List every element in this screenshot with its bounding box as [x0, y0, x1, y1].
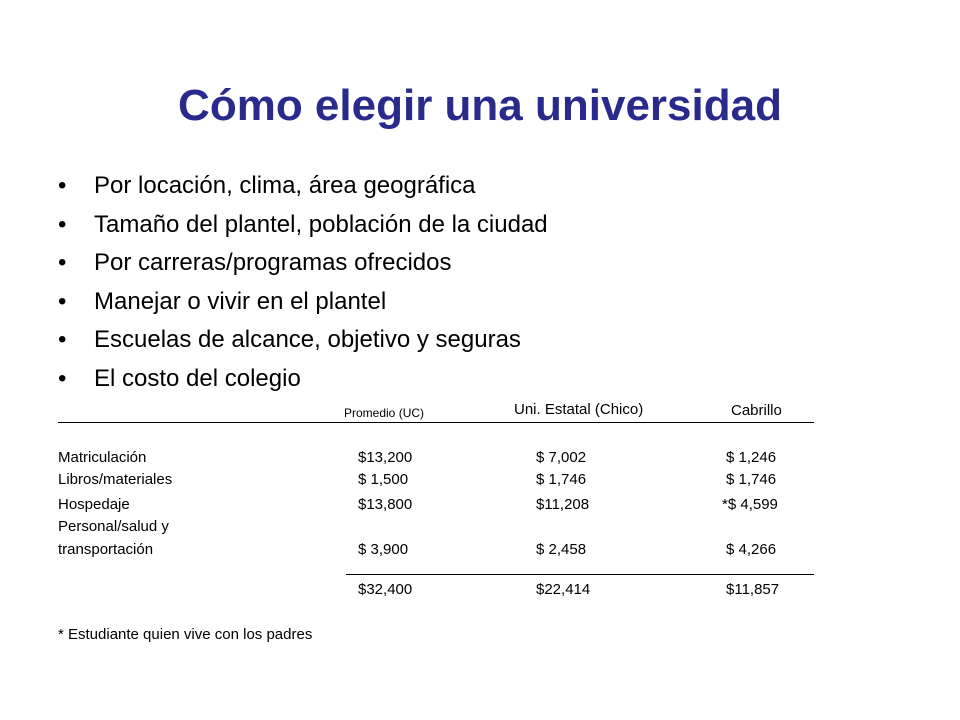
bullet-list [58, 167, 548, 398]
cell-uc: $13,800 [358, 496, 413, 513]
bullet-item [58, 360, 548, 399]
slide-title: Cómo elegir una universidad [178, 81, 782, 130]
cell-uc: $ 1,500 [358, 471, 409, 488]
cell-uc: $ 3,900 [358, 541, 409, 558]
cell-cabrillo: $ 4,266 [726, 541, 777, 558]
bullet-text: Escuelas de alcance, objetivo y seguras [94, 326, 521, 353]
cost-table [58, 400, 818, 660]
row-label-libros: Libros/materiales [58, 471, 173, 488]
cell-cabrillo: $ 1,246 [726, 449, 777, 466]
bullet-dot-icon: • [58, 287, 67, 315]
column-header-cabrillo: Cabrillo [731, 402, 782, 419]
bullet-text: El costo del colegio [94, 364, 301, 392]
cell-chico: $11,208 [536, 496, 590, 513]
row-label-personal-line2: transportación [58, 541, 154, 558]
cell-chico: $ 2,458 [536, 541, 587, 558]
total-cabrillo: $11,857 [726, 581, 780, 598]
bullet-text: Por locación, clima, área geográfica [94, 172, 476, 199]
cell-chico: $ 1,746 [536, 471, 587, 488]
bullet-dot-icon: • [58, 210, 67, 238]
cell-chico: $ 7,002 [536, 449, 587, 466]
bullet-text: Tamaño del plantel, población de la ciudad [94, 210, 548, 238]
cell-cabrillo: $ 1,746 [726, 471, 777, 488]
bullet-dot-icon: • [58, 172, 67, 199]
bullet-item [58, 167, 548, 206]
bullet-item [58, 321, 548, 360]
footnote: * Estudiante quien vive con los padres [58, 626, 313, 643]
bullet-item [58, 206, 548, 245]
total-chico: $22,414 [536, 581, 591, 598]
bullet-dot-icon: • [58, 249, 67, 276]
cell-uc: $13,200 [358, 449, 413, 466]
bullet-text: Manejar o vivir en el plantel [94, 287, 387, 315]
bullet-text: Por carreras/programas ofrecidos [94, 249, 452, 276]
cell-cabrillo: *$ 4,599 [722, 496, 778, 513]
column-header-uc: Promedio (UC) [344, 406, 425, 420]
bullet-item [58, 244, 548, 283]
totals-rule [346, 574, 814, 575]
bullet-dot-icon: • [58, 326, 67, 353]
column-header-chico: Uni. Estatal (Chico) [514, 401, 644, 418]
row-label-personal-line1: Personal/salud y [58, 518, 169, 535]
row-label-hospedaje: Hospedaje [58, 496, 130, 513]
total-uc: $32,400 [358, 581, 413, 598]
header-rule [58, 422, 814, 423]
bullet-item [58, 283, 548, 322]
bullet-dot-icon: • [58, 364, 67, 392]
row-label-matriculacion: Matriculación [58, 449, 147, 466]
